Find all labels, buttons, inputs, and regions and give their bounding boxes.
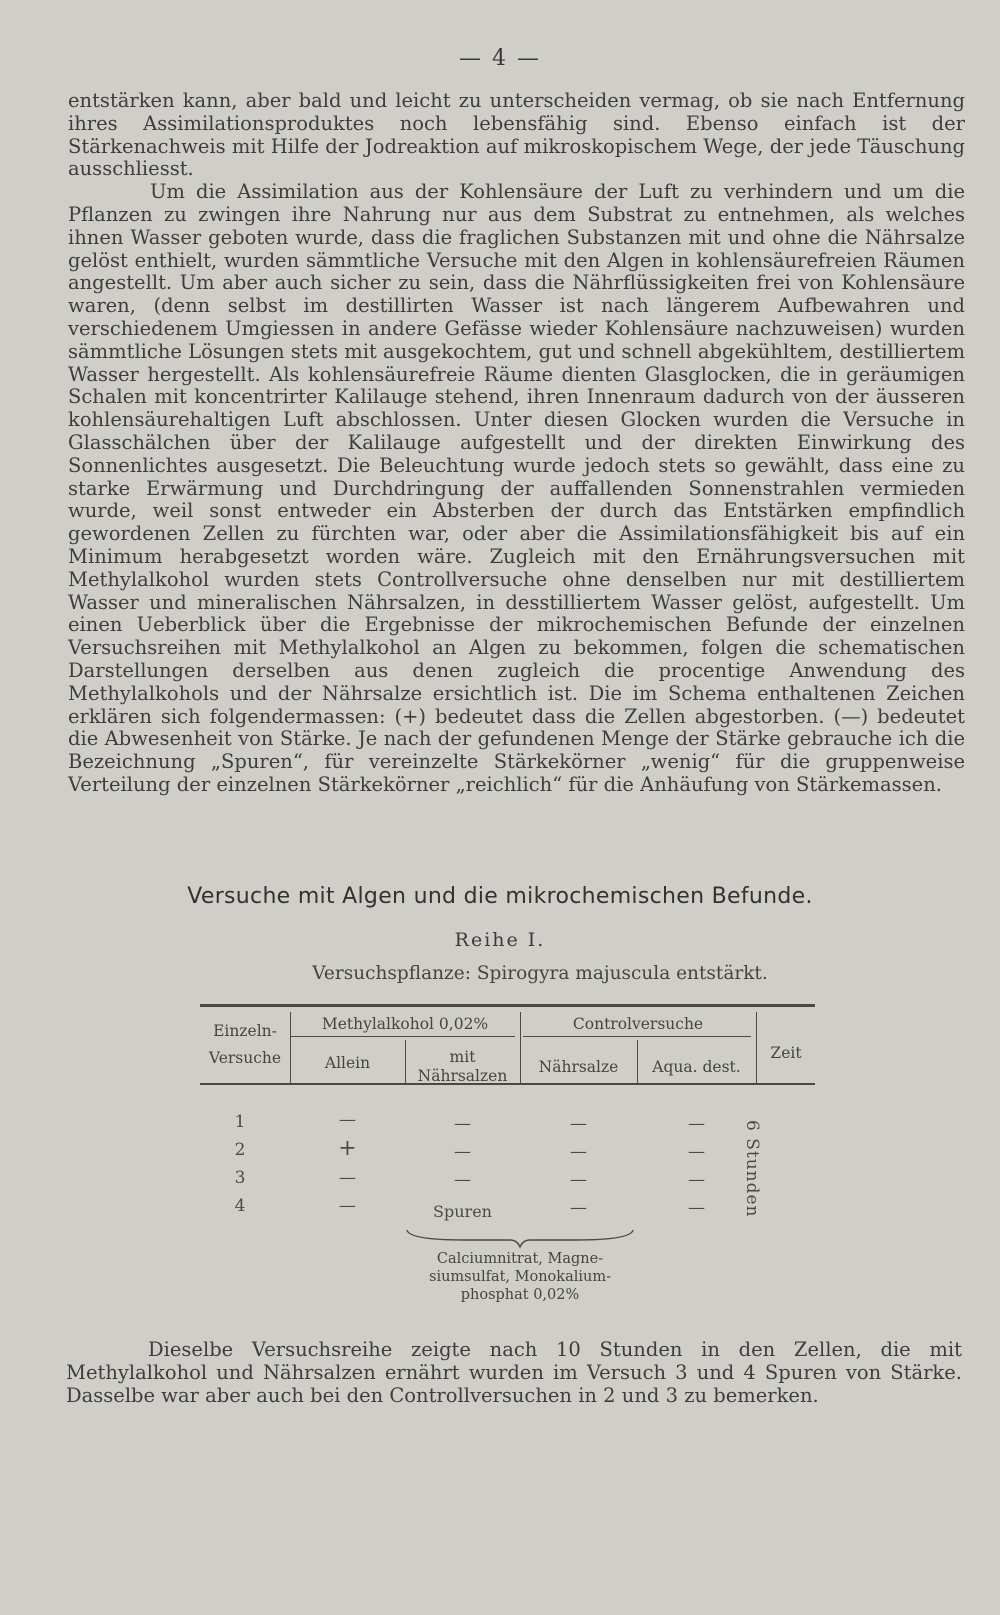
row-3-number: 3 [234, 1168, 246, 1188]
header-methyl-group: Methylalkohol 0,02% [321, 1015, 489, 1033]
row-4-allein: — [339, 1196, 356, 1216]
row-4-naehr: — [570, 1198, 587, 1218]
row-4-aqua: — [688, 1198, 705, 1218]
row-1-naehr: — [570, 1114, 587, 1134]
paragraph-2: Um die Assimilation aus der Kohlensäure der Luft zu verhindern und um die Pflanzen zu zwingen ihre Nahrung nur aus dem Substrat zu entnehmen, als welches ihnen Wasser geboten wurde, dass die fraglichen Substanzen mit und ohne die Nährsalze gelöst enthielt, wurden sämmtliche Versuche mit den Algen in kohlensäurefreien Räumen angestellt. Um aber auch sicher zu sein, dass die Nährflüssigkeiten frei von Kohlensäure waren, (denn selbst im destillirten Wasser ist nach längerem Aufbewahren und verschiedenem Umgiessen in andere Gefässe wieder Kohlensäure nachzuweisen) wurden sämmtliche Lösungen stets mit ausgekochtem, gut und schnell abgekühltem, destilliertem Wasser hergestellt. Als kohlensäurefreie Räume dienten Glasglocken, die in geräumigen Schalen mit koncentrirter Kalilauge stehend, ihren Innenraum dadurch von der äusseren kohlensäurehaltigen Luft abschlossen. Unter diesen Glocken wurden die Versuche in Glasschälchen über der Kalilauge aufgestellt und der direkten Einwirkung des Sonnenlichtes ausgesetzt. Die Beleuchtung wurde jedoch stets so gewählt, dass eine zu starke Erwärmung und Durchdringung der auffallenden Sonnenstrahlen vermieden wurde, weil sonst entweder ein Absterben der durch das Entstärken empfindlich gewordenen Zellen zu fürchten war, oder aber die Assimilationsfähigkeit bis auf ein Minimum herabgesetzt worden wäre. Zugleich mit den Ernährungsversuchen mit Methylalkohol wurden stets Controllversuche ohne denselben nur mit destilliertem Wasser und mineralischen Nährsalzen, in desstilliertem Wasser gelöst, aufgestellt. Um einen Ueberblick über die Ergebnisse der mikrochemischen Befunde der einzelnen Versuchsreihen mit Methylalkohol an Algen zu bekommen, folgen die schematischen Darstellungen derselben aus denen zugleich die procentige Anwendung des Methylalkohols und der Nährsalze ersichtlich ist. Die im Schema enthaltenen Zeichen erklären sich folgendermassen: (+) bedeutet dass die Zellen abgestorben. (—) bedeutet die Abwesenheit von Stärke. Je nach der gefundenen Menge der Stärke gebrauche ich die Bezeichnung „Spuren“, für vereinzelte Stärkekörner „wenig“ für die gruppenweise Verteilung der einzelnen Stärkekörner „reichlich“ für die Anhäufung von Stärkemassen. [68, 180, 965, 796]
page-number: — 4 — [459, 46, 541, 71]
row-4-mit: Spuren [433, 1202, 492, 1221]
row-3-allein: — [339, 1168, 356, 1188]
footnote-brace [405, 1228, 635, 1248]
row-2-naehr: — [570, 1142, 587, 1162]
header-control-group: Controlversuche [572, 1015, 704, 1033]
row-1-aqua: — [688, 1114, 705, 1134]
row-1-allein: — [339, 1110, 356, 1130]
header-mit-naehrsalzen: mit Nährsalzen [417, 1048, 508, 1085]
row-2-allein: + [338, 1136, 357, 1161]
row-1-mit: — [454, 1114, 471, 1134]
table-group-rule-control [523, 1036, 751, 1037]
table-top-rule [200, 1004, 815, 1007]
body-text [68, 90, 965, 797]
row-3-naehr: — [570, 1170, 587, 1190]
paragraph-1: entstärken kann, aber bald und leicht zu unterscheiden vermag, ob sie nach Entfernung ihres Assimilationsproduktes noch lebensfähig sind. Ebenso einfach ist der Stärkenachweis mit Hilfe der Jodreaktion auf mikroskopischem Wege, der jede Täuschung ausschliesst. [68, 89, 965, 181]
header-aqua-dest: Aqua. dest. [652, 1058, 741, 1076]
series-label: Reihe I. [454, 929, 546, 951]
row-2-number: 2 [234, 1140, 246, 1160]
header-naehrsalze: Nährsalze [538, 1058, 619, 1076]
nutrient-footnote: Calciumnitrat, Magne- siumsulfat, Monokalium- phosphat 0,02% [429, 1251, 611, 1303]
row-2-mit: — [454, 1142, 471, 1162]
zeit-value: 6 Stunden [742, 1120, 762, 1218]
row-2-aqua: — [688, 1142, 705, 1162]
row-1-number: 1 [234, 1112, 246, 1132]
header-allein: Allein [324, 1054, 371, 1072]
header-einzeln: Einzeln- Versuche [208, 1022, 282, 1067]
closing-text [66, 1338, 962, 1407]
table-group-rule-methyl [290, 1036, 515, 1037]
row-4-number: 4 [234, 1196, 246, 1216]
table-title: Versuche mit Algen und die mikrochemischen Befunde. [187, 884, 813, 909]
header-zeit: Zeit [770, 1044, 802, 1062]
row-3-mit: — [454, 1170, 471, 1190]
row-3-aqua: — [688, 1170, 705, 1190]
closing-paragraph: Dieselbe Versuchsreihe zeigte nach 10 Stunden in den Zellen, die mit Methylalkohol und Nährsalzen ernährt wurden im Versuch 3 und 4 Spuren von Stärke. Dasselbe war aber auch bei den Controllversuchen in 2 und 3 zu bemerken. [66, 1338, 962, 1407]
plant-label: Versuchspflanze: Spirogyra majuscula entstärkt. [312, 963, 768, 984]
